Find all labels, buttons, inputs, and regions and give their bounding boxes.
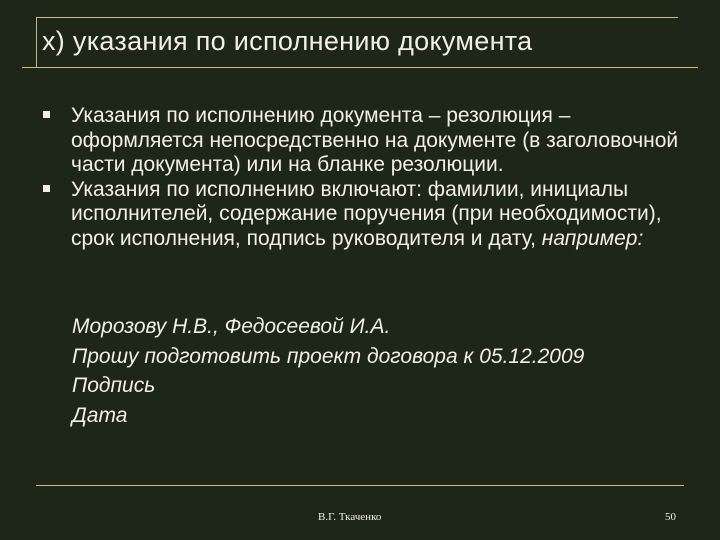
footer-rule xyxy=(36,485,684,486)
page-number: 50 xyxy=(665,511,676,523)
bullet-text: Указания по исполнению включают: фамилии, инициалы исполнителей, содержание поручения (при необходимости), срок исполнения, подпись руководителя и дату, xyxy=(71,177,662,250)
title-underline xyxy=(22,67,698,68)
resolution-example xyxy=(72,312,584,430)
bullet-item xyxy=(40,104,680,178)
example-line: Прошу подготовить проект договора к 05.12.2009 xyxy=(72,344,585,368)
square-bullet-icon xyxy=(43,185,50,192)
example-line: Подпись xyxy=(72,374,156,397)
footer-author: В.Г. Ткаченко xyxy=(318,511,382,523)
left-rule xyxy=(36,17,37,67)
top-rule xyxy=(36,17,678,18)
bullet-item xyxy=(40,178,680,252)
slide-title: x) указания по исполнению документа xyxy=(42,26,533,56)
bullet-text: Указания по исполнению документа – резолюция – оформляется непосредственно на документе (в заголовочной части документа) или на бланке резолюции. xyxy=(71,104,679,176)
square-bullet-icon xyxy=(43,111,50,118)
bullet-emphasis: например: xyxy=(541,226,644,250)
example-line: Морозову Н.В., Федосеевой И.А. xyxy=(72,315,391,338)
bullet-list xyxy=(40,104,680,251)
example-line: Дата xyxy=(72,403,128,427)
